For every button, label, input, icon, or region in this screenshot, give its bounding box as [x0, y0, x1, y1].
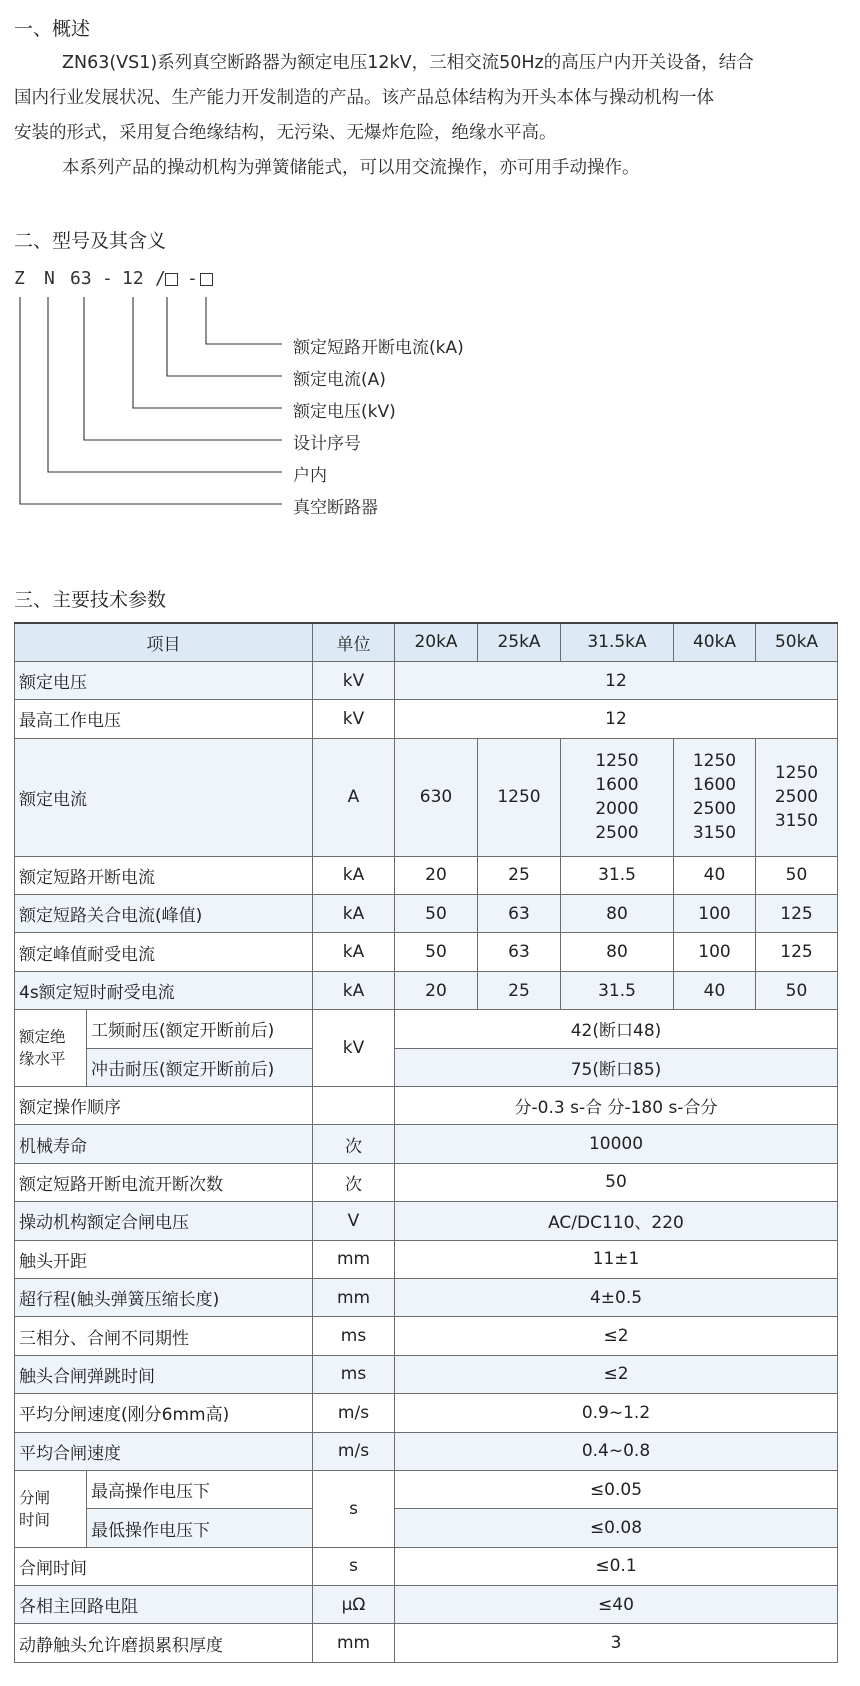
row-label: 额定电压 [15, 661, 313, 699]
header-40ka: 40kA [674, 623, 756, 661]
row-label: 额定短路关合电流(峰值) [15, 895, 313, 933]
row-unit: kV [313, 700, 395, 738]
table-row [15, 933, 838, 971]
current-50ka [756, 738, 838, 856]
row-label: 机械寿命 [15, 1125, 313, 1163]
row-unit: A [313, 738, 395, 856]
section1-title: 一、概述 [14, 18, 91, 40]
leader-design-no [84, 297, 282, 440]
cell-value: 1250 [774, 763, 819, 784]
table-row [15, 1240, 838, 1278]
leader-vacuum-breaker [20, 297, 282, 504]
row-label: 4s额定短时耐受电流 [15, 971, 313, 1009]
row-value: 50 [395, 1163, 838, 1201]
leader-rated-current [167, 297, 282, 376]
row-unit: mm [313, 1240, 395, 1278]
row-unit: m/s [313, 1394, 395, 1432]
cell-value: 20 [395, 971, 478, 1009]
row-unit: kV [313, 1010, 395, 1087]
table-row [15, 661, 838, 699]
cell-value: 40 [674, 856, 756, 894]
cell-value: 80 [561, 933, 674, 971]
group-label-line-1: 分闸 [19, 1488, 51, 1507]
row-value: ≤0.08 [395, 1509, 838, 1547]
cell-value: 40 [674, 971, 756, 1009]
cell-value: 31.5 [561, 971, 674, 1009]
row-unit: m/s [313, 1432, 395, 1470]
row-label: 最高工作电压 [15, 700, 313, 738]
cell-value: 50 [395, 933, 478, 971]
leader-breaking-current [206, 297, 282, 344]
row-label: 动静触头允许磨损累积厚度 [15, 1624, 313, 1662]
row-unit [313, 1087, 395, 1125]
code-n: N [44, 268, 55, 289]
cell-value: 125 [756, 933, 838, 971]
cell-value: 25 [478, 856, 561, 894]
row-unit: ms [313, 1317, 395, 1355]
row-group-label [15, 1010, 87, 1087]
row-label: 额定峰值耐受电流 [15, 933, 313, 971]
header-item: 项目 [15, 623, 313, 661]
leader-rated-voltage [133, 297, 282, 408]
row-value: 10000 [395, 1125, 838, 1163]
table-row [15, 971, 838, 1009]
cell-value: 1250 [692, 751, 737, 772]
current-40ka [674, 738, 756, 856]
code-63: 63 [70, 268, 92, 289]
row-value: 3 [395, 1624, 838, 1662]
table-row [15, 1509, 838, 1547]
cell-value: 63 [478, 933, 561, 971]
cell-value: 100 [674, 895, 756, 933]
row-label: 各相主回路电阻 [15, 1586, 313, 1624]
row-sublabel: 工频耐压(额定开断前后) [87, 1010, 313, 1048]
table-row [15, 1624, 838, 1662]
table-row [15, 1125, 838, 1163]
row-value: 0.9~1.2 [395, 1394, 838, 1432]
row-group-label [15, 1470, 87, 1547]
row-unit: μΩ [313, 1586, 395, 1624]
leader-indoor [48, 297, 282, 472]
cell-value: 25 [478, 971, 561, 1009]
table-row [15, 1163, 838, 1201]
table-row [15, 1087, 838, 1125]
row-value: 分-0.3 s-合 分-180 s-合分 [395, 1087, 838, 1125]
cell-value: 31.5 [561, 856, 674, 894]
current-31-5ka [561, 738, 674, 856]
label-breaking-current: 额定短路开断电流(kA) [293, 338, 464, 358]
table-row [15, 1547, 838, 1585]
cell-value: 1600 [595, 775, 639, 796]
overview-line-2: 国内行业发展状况、生产能力开发制造的产品。该产品总体结构为开头本体与操动机构一体 [14, 88, 714, 108]
row-unit: kA [313, 856, 395, 894]
table-row [15, 1470, 838, 1508]
code-dash: - [102, 268, 113, 289]
table-row [15, 1010, 838, 1048]
row-label: 额定操作顺序 [15, 1087, 313, 1125]
cell-value: 2000 [595, 799, 639, 820]
table-row [15, 1202, 838, 1240]
table-row [15, 895, 838, 933]
parameters-table [14, 622, 838, 1663]
table-row [15, 856, 838, 894]
cell-value: 2500 [692, 799, 737, 820]
table-row [15, 1432, 838, 1470]
row-sublabel: 最高操作电压下 [87, 1470, 313, 1508]
cell-value: 50 [756, 971, 838, 1009]
cell-value: 50 [395, 895, 478, 933]
code-slash: / [155, 268, 166, 289]
row-unit: ms [313, 1355, 395, 1393]
cell-value: 20 [395, 856, 478, 894]
cell-value: 1600 [692, 775, 737, 796]
label-design-no: 设计序号 [293, 434, 361, 454]
row-value: 0.4~0.8 [395, 1432, 838, 1470]
row-unit: mm [313, 1624, 395, 1662]
header-25ka: 25kA [478, 623, 561, 661]
row-label: 额定电流 [15, 738, 313, 856]
table-row [15, 1278, 838, 1316]
row-value: ≤0.05 [395, 1470, 838, 1508]
row-value: 75(断口85) [395, 1048, 838, 1086]
row-unit: 次 [313, 1125, 395, 1163]
row-value: 12 [395, 700, 838, 738]
row-value: 4±0.5 [395, 1278, 838, 1316]
cell-value: 50 [756, 856, 838, 894]
code-dash-2: - [187, 268, 198, 289]
row-label: 平均分闸速度(刚分6mm高) [15, 1394, 313, 1432]
row-unit: mm [313, 1278, 395, 1316]
row-label: 超行程(触头弹簧压缩长度) [15, 1278, 313, 1316]
current-20ka: 630 [395, 738, 478, 856]
row-unit: s [313, 1470, 395, 1547]
row-value: 42(断口48) [395, 1010, 838, 1048]
row-unit: V [313, 1202, 395, 1240]
row-value: 11±1 [395, 1240, 838, 1278]
cell-value: 125 [756, 895, 838, 933]
overview-line-4: 本系列产品的操动机构为弹簧储能式，可以用交流操作，亦可用手动操作。 [62, 158, 640, 178]
row-value: ≤2 [395, 1317, 838, 1355]
code-12: 12 [122, 268, 144, 289]
row-label: 操动机构额定合闸电压 [15, 1202, 313, 1240]
row-label: 额定短路开断电流开断次数 [15, 1163, 313, 1201]
code-z: Z [14, 268, 25, 289]
cell-value: 3150 [774, 811, 819, 832]
cell-value: 100 [674, 933, 756, 971]
overview-line-1: ZN63(VS1)系列真空断路器为额定电压12kV，三相交流50Hz的高压户内开关设备，结合 [62, 53, 754, 73]
current-25ka: 1250 [478, 738, 561, 856]
table-row [15, 1394, 838, 1432]
group-label-line-2: 时间 [19, 1510, 51, 1529]
header-50ka: 50kA [756, 623, 838, 661]
row-value: 12 [395, 661, 838, 699]
row-label: 额定短路开断电流 [15, 856, 313, 894]
row-unit: s [313, 1547, 395, 1585]
table-row [15, 738, 838, 856]
row-label: 三相分、合闸不同期性 [15, 1317, 313, 1355]
cell-value: 2500 [595, 823, 639, 844]
table-row [15, 700, 838, 738]
header-31-5ka: 31.5kA [561, 623, 674, 661]
row-label: 触头开距 [15, 1240, 313, 1278]
section3-title: 三、主要技术参数 [14, 589, 167, 611]
cell-value: 80 [561, 895, 674, 933]
row-value: ≤2 [395, 1355, 838, 1393]
row-label: 平均合闸速度 [15, 1432, 313, 1470]
header-20ka: 20kA [395, 623, 478, 661]
group-label-line-2: 缘水平 [19, 1050, 66, 1069]
row-label: 合闸时间 [15, 1547, 313, 1585]
row-unit: kV [313, 661, 395, 699]
row-value: ≤40 [395, 1586, 838, 1624]
row-unit: kA [313, 971, 395, 1009]
table-row [15, 1355, 838, 1393]
label-vacuum-breaker: 真空断路器 [293, 498, 378, 518]
overview-line-3: 安装的形式，采用复合绝缘结构，无污染、无爆炸危险，绝缘水平高。 [14, 123, 557, 143]
label-rated-voltage: 额定电压(kV) [293, 402, 396, 422]
row-value: AC/DC110、220 [395, 1202, 838, 1240]
label-indoor: 户内 [293, 466, 327, 486]
cell-value: 63 [478, 895, 561, 933]
header-unit: 单位 [313, 623, 395, 661]
table-row [15, 1586, 838, 1624]
cell-value: 3150 [692, 823, 737, 844]
group-label-line-1: 额定绝 [19, 1028, 66, 1047]
table-row [15, 1048, 838, 1086]
table-row [15, 1317, 838, 1355]
table-header [15, 623, 838, 661]
row-unit: 次 [313, 1163, 395, 1201]
row-sublabel: 冲击耐压(额定开断前后) [87, 1048, 313, 1086]
cell-value: 1250 [595, 751, 639, 772]
row-unit: kA [313, 933, 395, 971]
row-label: 触头合闸弹跳时间 [15, 1355, 313, 1393]
row-sublabel: 最低操作电压下 [87, 1509, 313, 1547]
section2-title: 二、型号及其含义 [14, 230, 167, 252]
cell-value: 2500 [774, 787, 819, 808]
label-rated-current: 额定电流(A) [293, 370, 386, 390]
row-value: ≤0.1 [395, 1547, 838, 1585]
model-code-diagram [0, 0, 860, 520]
row-unit: kA [313, 895, 395, 933]
